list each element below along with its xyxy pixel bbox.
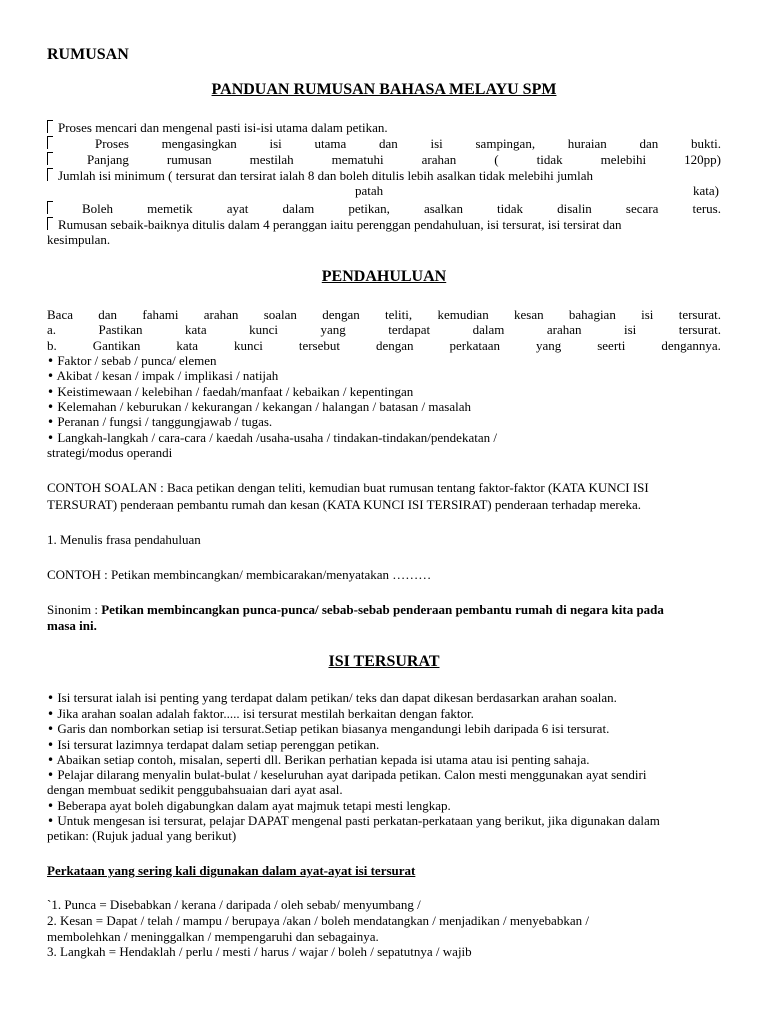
word: memetik bbox=[147, 201, 193, 216]
sinonim-line-2: masa ini. bbox=[47, 618, 97, 633]
pendahuluan-para-a bbox=[47, 322, 721, 337]
word: huraian bbox=[567, 136, 607, 151]
word: ( bbox=[494, 152, 499, 167]
word: disalin bbox=[557, 201, 592, 216]
word-list-1: `1. Punca = Disebabkan / kerana / daripada / oleh sebab/ menyumbang / bbox=[47, 897, 421, 912]
guide-item-text: Proses mencari dan mengenal pasti isi-isi utama dalam petikan. bbox=[58, 120, 388, 135]
section-heading-isi-tersurat: ISI TERSURAT bbox=[328, 653, 440, 670]
bullet-text: Beberapa ayat boleh digabungkan dalam ayat majmuk tetapi mesti lengkap. bbox=[57, 798, 451, 813]
word: dengannya. bbox=[661, 338, 721, 353]
word: Boleh bbox=[82, 201, 114, 216]
word: arahan bbox=[421, 152, 457, 167]
word: petikan, bbox=[348, 201, 390, 216]
bullet-text: Isi tersurat lazimnya terdapat dalam setiap perenggan petikan. bbox=[57, 737, 380, 752]
tersurat-bullet: • Beberapa ayat boleh digabungkan dalam ayat majmuk tetapi mesti lengkap. bbox=[47, 798, 451, 813]
word: mestilah bbox=[249, 152, 294, 167]
word: Gantikan bbox=[92, 338, 141, 353]
word: perkataan bbox=[449, 338, 500, 353]
word: arahan bbox=[546, 322, 582, 337]
subheading-perkataan: Perkataan yang sering kali digunakan dalam ayat-ayat isi tersurat bbox=[47, 863, 416, 878]
word: mengasingkan bbox=[161, 136, 237, 151]
pendahuluan-bullet-cont: strategi/modus operandi bbox=[47, 445, 173, 460]
tersurat-bullet: • Isi tersurat lazimnya terdapat dalam setiap perenggan petikan. bbox=[47, 737, 380, 752]
word: sampingan, bbox=[475, 136, 536, 151]
word: tidak bbox=[497, 201, 524, 216]
word: terus. bbox=[692, 201, 721, 216]
pendahuluan-bullet: • Peranan / fungsi / tanggungjawab / tugas. bbox=[47, 414, 273, 429]
step-1: 1. Menulis frasa pendahuluan bbox=[47, 532, 201, 547]
word: kata bbox=[176, 338, 198, 353]
word: dan bbox=[639, 136, 659, 151]
word: Pastikan bbox=[98, 322, 143, 337]
word: isi bbox=[269, 136, 282, 151]
word: arahan bbox=[203, 307, 239, 322]
sinonim-label: Sinonim : bbox=[47, 602, 102, 617]
guide-item-3 bbox=[87, 152, 721, 167]
bullet-text: Keistimewaan / kelebihan / faedah/manfaat / kebaikan / kepentingan bbox=[57, 384, 414, 399]
word: dengan bbox=[375, 338, 414, 353]
bracket-icon bbox=[47, 201, 58, 216]
bullet-text: Pelajar dilarang menyalin bulat-bulat / keseluruhan ayat daripada petikan. Calon mesti menggunakan ayat sendiri bbox=[57, 767, 647, 782]
main-heading: PANDUAN RUMUSAN BAHASA MELAYU SPM bbox=[211, 81, 557, 98]
word: kunci bbox=[233, 338, 263, 353]
word: kemudian bbox=[437, 307, 489, 322]
word: seerti bbox=[597, 338, 626, 353]
word-list-2: 2. Kesan = Dapat / telah / mampu / berupaya /akan / boleh mendatangkan / menjadikan / menyebabkan / bbox=[47, 913, 589, 928]
word: secara bbox=[625, 201, 659, 216]
bracket-icon bbox=[47, 168, 53, 181]
tersurat-bullet: • Garis dan nomborkan setiap isi tersurat.Setiap petikan biasanya mengandungi lebih daripada 6 isi tersurat. bbox=[47, 721, 610, 736]
word: utama bbox=[314, 136, 347, 151]
document-title: RUMUSAN bbox=[47, 46, 129, 63]
guide-item-4 bbox=[47, 168, 593, 183]
guide-item-1 bbox=[47, 120, 388, 135]
word: dan bbox=[378, 136, 398, 151]
word: bukti. bbox=[691, 136, 721, 151]
word: isi bbox=[430, 136, 443, 151]
bullet-text: Faktor / sebab / punca/ elemen bbox=[57, 353, 217, 368]
bracket-icon bbox=[47, 136, 58, 151]
word: Proses bbox=[95, 136, 129, 151]
tersurat-bullet-cont: dengan membuat sedikit penggubahsuaian dari ayat asal. bbox=[47, 782, 343, 797]
word: tersebut bbox=[298, 338, 340, 353]
contoh-soalan-line-1: CONTOH SOALAN : Baca petikan dengan teliti, kemudian buat rumusan tentang faktor-faktor (KATA KUNCI ISI bbox=[47, 480, 649, 495]
pendahuluan-bullet: • Keistimewaan / kelebihan / faedah/manfaat / kebaikan / kepentingan bbox=[47, 384, 414, 399]
word: kata bbox=[185, 322, 207, 337]
bullet-text: Abaikan setiap contoh, misalan, seperti dll. Berikan perhatian kepada isi utama atau isi penting sahaja. bbox=[56, 752, 590, 767]
contoh-soalan-line-2: TERSURAT) penderaan pembantu rumah dan kesan (KATA KUNCI ISI TERSIRAT) penderaan terhadap mereka. bbox=[47, 497, 642, 512]
guide-item-5 bbox=[82, 201, 721, 216]
word: fahami bbox=[142, 307, 179, 322]
tersurat-bullet: • Jika arahan soalan adalah faktor..... isi tersurat mestilah berkaitan dengan faktor. bbox=[47, 706, 474, 721]
word: isi bbox=[641, 307, 654, 322]
tersurat-bullet-cont: petikan: (Rujuk jadual yang berikut) bbox=[47, 828, 237, 843]
bullet-text: Jika arahan soalan adalah faktor..... isi tersurat mestilah berkaitan dengan faktor. bbox=[57, 706, 474, 721]
sinonim-text: Petikan membincangkan punca-punca/ sebab-sebab penderaan pembantu rumah di negara kita pada bbox=[101, 602, 664, 617]
word: dalam bbox=[282, 201, 315, 216]
bullet-text: Kelemahan / keburukan / kekurangan / kekangan / halangan / batasan / masalah bbox=[57, 399, 472, 414]
tersurat-bullet: • Pelajar dilarang menyalin bulat-bulat / keseluruhan ayat daripada petikan. Calon mesti menggunakan ayat sendiri bbox=[47, 767, 647, 782]
word: rumusan bbox=[166, 152, 212, 167]
word-list-2-cont: membolehkan / meninggalkan / mempengaruhi dan sebagainya. bbox=[47, 929, 379, 944]
bracket-icon bbox=[47, 120, 53, 133]
bullet-text: Untuk mengesan isi tersurat, pelajar DAPAT mengenal pasti perkatan-perkataan yang berikut, jika digunakan dalam bbox=[57, 813, 660, 828]
guide-item-6-cont: kesimpulan. bbox=[47, 232, 111, 247]
bullet-text: Peranan / fungsi / tanggungjawab / tugas. bbox=[57, 414, 273, 429]
word: 120pp) bbox=[684, 152, 721, 167]
word: Baca bbox=[47, 307, 73, 322]
pendahuluan-bullet: • Akibat / kesan / impak / implikasi / natijah bbox=[47, 368, 279, 383]
bullet-text: Langkah-langkah / cara-cara / kaedah /usaha-usaha / tindakan-tindakan/pendekatan / bbox=[57, 430, 497, 445]
word: isi bbox=[623, 322, 637, 337]
word: dalam bbox=[472, 322, 505, 337]
word: Panjang bbox=[87, 152, 129, 167]
word: b. bbox=[47, 338, 57, 353]
bracket-icon bbox=[47, 152, 58, 167]
word: tidak bbox=[536, 152, 563, 167]
bullet-text: Garis dan nomborkan setiap isi tersurat.Setiap petikan biasanya mengandungi lebih daripada 6 isi tersurat. bbox=[57, 721, 610, 736]
bullet-text: Akibat / kesan / impak / implikasi / natijah bbox=[56, 368, 279, 383]
word: melebihi bbox=[600, 152, 647, 167]
word: asalkan bbox=[423, 201, 463, 216]
tersurat-bullet: • Isi tersurat ialah isi penting yang terdapat dalam petikan/ teks dan dapat dikesan berdasarkan arahan soalan. bbox=[47, 690, 617, 705]
guide-item-4-cont-a: patah bbox=[355, 183, 384, 198]
word: a. bbox=[47, 322, 57, 337]
guide-item-6 bbox=[47, 217, 622, 232]
pendahuluan-bullet: • Kelemahan / keburukan / kekurangan / kekangan / halangan / batasan / masalah bbox=[47, 399, 472, 414]
sinonim-line-1 bbox=[47, 602, 664, 617]
pendahuluan-para-1 bbox=[47, 307, 721, 322]
word: dan bbox=[98, 307, 118, 322]
tersurat-bullet: • Abaikan setiap contoh, misalan, seperti dll. Berikan perhatian kepada isi utama atau isi penting sahaja. bbox=[47, 752, 590, 767]
guide-item-4-cont-b: kata) bbox=[693, 183, 719, 198]
bracket-icon bbox=[47, 217, 53, 230]
word: tersurat. bbox=[678, 307, 721, 322]
pendahuluan-bullet: • Faktor / sebab / punca/ elemen bbox=[47, 353, 217, 368]
tersurat-bullet: • Untuk mengesan isi tersurat, pelajar DAPAT mengenal pasti perkatan-perkataan yang berikut, jika digunakan dalam bbox=[47, 813, 660, 828]
pendahuluan-bullet: • Langkah-langkah / cara-cara / kaedah /usaha-usaha / tindakan-tindakan/pendekatan / bbox=[47, 430, 497, 445]
guide-item-2 bbox=[95, 136, 721, 151]
word: mematuhi bbox=[331, 152, 384, 167]
bullet-text: Isi tersurat ialah isi penting yang terdapat dalam petikan/ teks dan dapat dikesan berdasarkan arahan soalan. bbox=[57, 690, 617, 705]
contoh-line: CONTOH : Petikan membincangkan/ membicarakan/menyatakan ……… bbox=[47, 567, 432, 582]
word-list-3: 3. Langkah = Hendaklah / perlu / mesti / harus / wajar / boleh / sepatutnya / wajib bbox=[47, 944, 472, 959]
word: teliti, bbox=[385, 307, 413, 322]
word: tersurat. bbox=[678, 322, 721, 337]
word: yang bbox=[535, 338, 562, 353]
word: soalan bbox=[263, 307, 297, 322]
word: kesan bbox=[514, 307, 544, 322]
word: terdapat bbox=[388, 322, 431, 337]
pendahuluan-para-b bbox=[47, 338, 721, 353]
word: bahagian bbox=[568, 307, 616, 322]
section-heading-pendahuluan: PENDAHULUAN bbox=[321, 268, 447, 285]
word: yang bbox=[320, 322, 346, 337]
guide-item-text: Rumusan sebaik-baiknya ditulis dalam 4 peranggan iaitu perenggan pendahuluan, isi tersurat, isi tersirat dan bbox=[58, 217, 622, 232]
word: dengan bbox=[322, 307, 360, 322]
guide-item-text: Jumlah isi minimum ( tersurat dan tersirat ialah 8 dan boleh ditulis lebih asalkan tidak melebihi jumlah bbox=[58, 168, 594, 183]
word: kunci bbox=[249, 322, 279, 337]
word: ayat bbox=[226, 201, 249, 216]
